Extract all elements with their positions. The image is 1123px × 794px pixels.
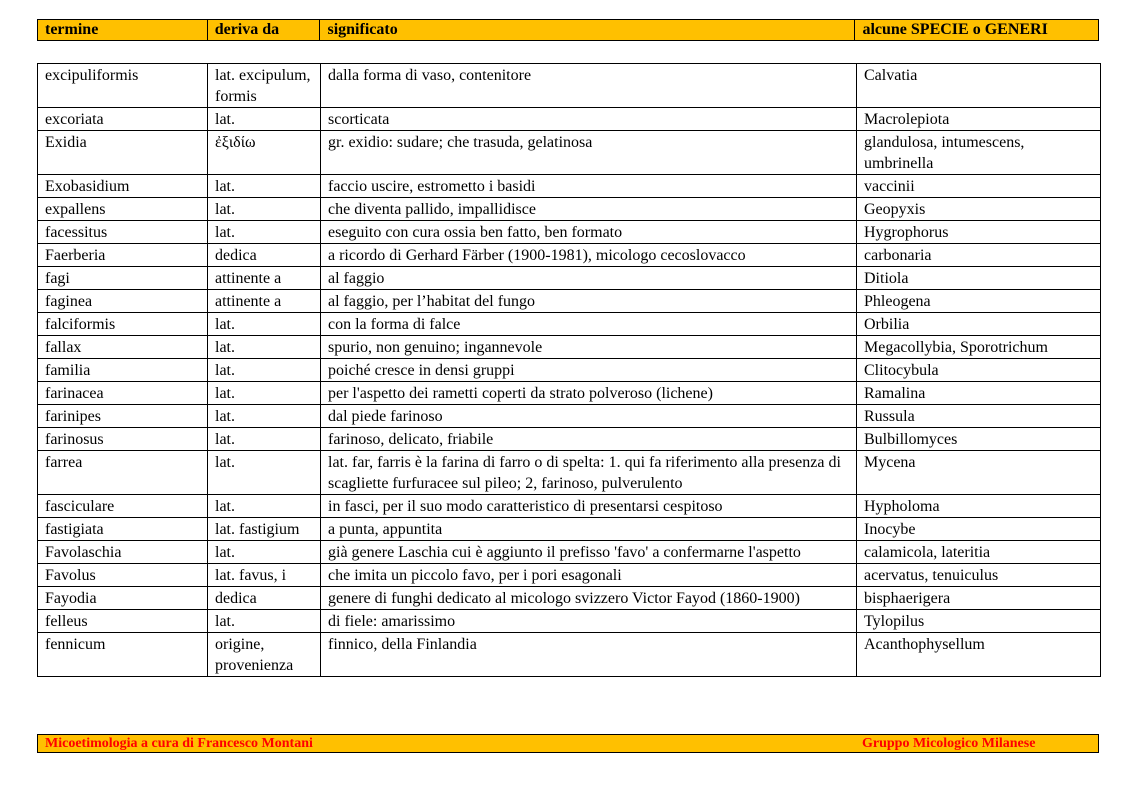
cell-specie: Ditiola	[857, 267, 1101, 290]
cell-specie: Calvatia	[857, 64, 1101, 108]
cell-deriva-da: dedica	[208, 244, 321, 267]
cell-termine: fasciculare	[38, 495, 208, 518]
cell-specie: Phleogena	[857, 290, 1101, 313]
cell-specie: Ramalina	[857, 382, 1101, 405]
table-row	[38, 198, 1101, 221]
cell-specie: Geopyxis	[857, 198, 1101, 221]
cell-termine: fennicum	[38, 633, 208, 677]
footer-author: Micoetimologia a cura di Francesco Montani	[45, 736, 313, 751]
cell-termine: farinacea	[38, 382, 208, 405]
footer-group: Gruppo Micologico Milanese	[862, 736, 1036, 751]
cell-termine: Exidia	[38, 131, 208, 175]
cell-significato: eseguito con cura ossia ben fatto, ben formato	[321, 221, 857, 244]
cell-deriva-da: lat. excipulum, formis	[208, 64, 321, 108]
cell-significato: dalla forma di vaso, contenitore	[321, 64, 857, 108]
table-row	[38, 428, 1101, 451]
cell-termine: farinipes	[38, 405, 208, 428]
cell-specie: Mycena	[857, 451, 1101, 495]
cell-termine: farinosus	[38, 428, 208, 451]
table-row	[38, 175, 1101, 198]
cell-termine: faginea	[38, 290, 208, 313]
cell-deriva-da: origine, provenienza	[208, 633, 321, 677]
cell-specie: Tylopilus	[857, 610, 1101, 633]
cell-significato: per l'aspetto dei rametti coperti da strato polveroso (lichene)	[321, 382, 857, 405]
cell-deriva-da: lat.	[208, 451, 321, 495]
cell-significato: al faggio	[321, 267, 857, 290]
cell-significato: scorticata	[321, 108, 857, 131]
cell-deriva-da: lat. favus, i	[208, 564, 321, 587]
cell-termine: excipuliformis	[38, 64, 208, 108]
cell-significato: faccio uscire, estrometto i basidi	[321, 175, 857, 198]
cell-specie: Clitocybula	[857, 359, 1101, 382]
cell-deriva-da: lat.	[208, 359, 321, 382]
table-header-bar	[37, 19, 1099, 41]
cell-specie: Megacollybia, Sporotrichum	[857, 336, 1101, 359]
cell-specie: Russula	[857, 405, 1101, 428]
cell-deriva-da: lat.	[208, 541, 321, 564]
table-row	[38, 633, 1101, 677]
table-row	[38, 313, 1101, 336]
table-row	[38, 108, 1101, 131]
cell-significato: finnico, della Finlandia	[321, 633, 857, 677]
header-termine: termine	[38, 20, 208, 40]
cell-specie: Hypholoma	[857, 495, 1101, 518]
glossary-body	[38, 64, 1101, 677]
table-row	[38, 587, 1101, 610]
table-row	[38, 564, 1101, 587]
cell-termine: Favolus	[38, 564, 208, 587]
cell-specie: acervatus, tenuiculus	[857, 564, 1101, 587]
cell-specie: Hygrophorus	[857, 221, 1101, 244]
cell-significato: genere di funghi dedicato al micologo svizzero Victor Fayod (1860-1900)	[321, 587, 857, 610]
cell-termine: fagi	[38, 267, 208, 290]
table-row	[38, 267, 1101, 290]
cell-significato: già genere Laschia cui è aggiunto il prefisso 'favo' a confermarne l'aspetto	[321, 541, 857, 564]
cell-termine: farrea	[38, 451, 208, 495]
table-row	[38, 221, 1101, 244]
header-deriva-da: deriva da	[208, 20, 321, 40]
cell-termine: Faerberia	[38, 244, 208, 267]
cell-deriva-da: lat.	[208, 405, 321, 428]
table-row	[38, 64, 1101, 108]
table-row	[38, 359, 1101, 382]
cell-significato: a ricordo di Gerhard Färber (1900-1981), micologo cecoslovacco	[321, 244, 857, 267]
cell-deriva-da: ἐξιδίω	[208, 131, 321, 175]
cell-deriva-da: lat.	[208, 495, 321, 518]
table-row	[38, 131, 1101, 175]
cell-specie: Orbilia	[857, 313, 1101, 336]
cell-significato: al faggio, per l’habitat del fungo	[321, 290, 857, 313]
table-row	[38, 610, 1101, 633]
cell-deriva-da: lat.	[208, 198, 321, 221]
cell-deriva-da: lat.	[208, 221, 321, 244]
cell-termine: Favolaschia	[38, 541, 208, 564]
cell-specie: carbonaria	[857, 244, 1101, 267]
cell-deriva-da: attinente a	[208, 267, 321, 290]
table-row	[38, 518, 1101, 541]
cell-significato: farinoso, delicato, friabile	[321, 428, 857, 451]
cell-significato: che imita un piccolo favo, per i pori esagonali	[321, 564, 857, 587]
cell-deriva-da: lat.	[208, 108, 321, 131]
cell-termine: Exobasidium	[38, 175, 208, 198]
cell-specie: calamicola, lateritia	[857, 541, 1101, 564]
cell-termine: falciformis	[38, 313, 208, 336]
cell-specie: Inocybe	[857, 518, 1101, 541]
cell-significato: con la forma di falce	[321, 313, 857, 336]
cell-termine: fallax	[38, 336, 208, 359]
cell-termine: excoriata	[38, 108, 208, 131]
table-row	[38, 495, 1101, 518]
cell-deriva-da: lat.	[208, 382, 321, 405]
cell-deriva-da: lat.	[208, 336, 321, 359]
cell-deriva-da: lat. fastigium	[208, 518, 321, 541]
table-row	[38, 244, 1101, 267]
cell-specie: Acanthophysellum	[857, 633, 1101, 677]
glossary-table	[37, 63, 1101, 677]
table-row	[38, 451, 1101, 495]
table-row	[38, 290, 1101, 313]
cell-deriva-da: lat.	[208, 313, 321, 336]
cell-significato: dal piede farinoso	[321, 405, 857, 428]
table-row	[38, 336, 1101, 359]
header-significato: significato	[320, 20, 855, 40]
table-row	[38, 541, 1101, 564]
cell-significato: a punta, appuntita	[321, 518, 857, 541]
cell-deriva-da: lat.	[208, 428, 321, 451]
cell-significato: poiché cresce in densi gruppi	[321, 359, 857, 382]
cell-specie: bisphaerigera	[857, 587, 1101, 610]
cell-significato: spurio, non genuino; ingannevole	[321, 336, 857, 359]
cell-deriva-da: lat.	[208, 175, 321, 198]
cell-termine: facessitus	[38, 221, 208, 244]
header-specie-generi: alcune SPECIE o GENERI	[862, 21, 1048, 38]
cell-significato: gr. exidio: sudare; che trasuda, gelatinosa	[321, 131, 857, 175]
table-row	[38, 405, 1101, 428]
cell-specie: glandulosa, intumescens, umbrinella	[857, 131, 1101, 175]
cell-deriva-da: attinente a	[208, 290, 321, 313]
cell-significato: in fasci, per il suo modo caratteristico di presentarsi cespitoso	[321, 495, 857, 518]
cell-deriva-da: dedica	[208, 587, 321, 610]
cell-termine: felleus	[38, 610, 208, 633]
cell-specie: Bulbillomyces	[857, 428, 1101, 451]
cell-termine: familia	[38, 359, 208, 382]
cell-significato: che diventa pallido, impallidisce	[321, 198, 857, 221]
table-row	[38, 382, 1101, 405]
cell-specie: Macrolepiota	[857, 108, 1101, 131]
cell-termine: expallens	[38, 198, 208, 221]
cell-significato: lat. far, farris è la farina di farro o di spelta: 1. qui fa riferimento alla presenza di scagliette furfuracee sul pileo; 2, farinoso, pulverulento	[321, 451, 857, 495]
cell-specie: vaccinii	[857, 175, 1101, 198]
footer-bar	[37, 734, 1099, 753]
cell-significato: di fiele: amarissimo	[321, 610, 857, 633]
cell-termine: Fayodia	[38, 587, 208, 610]
cell-termine: fastigiata	[38, 518, 208, 541]
cell-deriva-da: lat.	[208, 610, 321, 633]
